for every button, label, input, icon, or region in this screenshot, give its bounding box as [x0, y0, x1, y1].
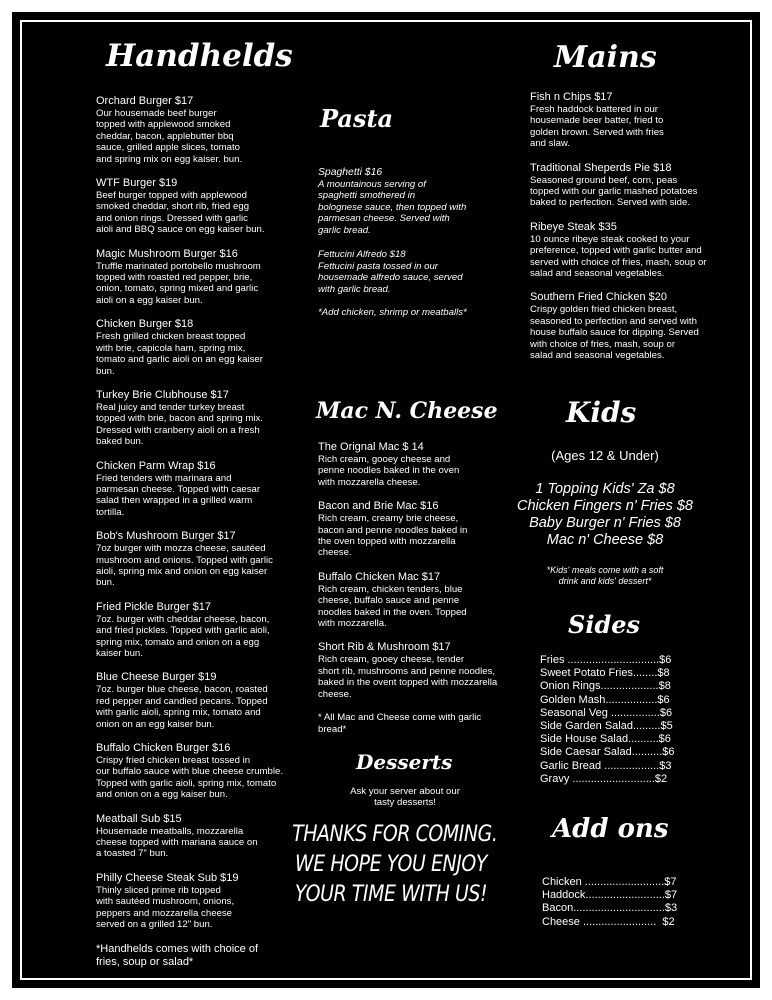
item-name: The Orignal Mac $ 14 [318, 441, 424, 453]
side-item: Seasonal Veg ................$6 [540, 706, 673, 719]
menu-item [96, 671, 296, 730]
menu-item [318, 248, 488, 295]
pasta-column [318, 166, 488, 319]
side-item: Sweet Potato Fries........$8 [540, 667, 670, 680]
item-desc: Crispy golden fried chicken breast, seasoned to perfection and served with house buffalo sauce for dipping. Served with choice of fries, mash, soup or salad and seasonal vegetables. [530, 304, 699, 362]
item-desc: Rich cream, gooey cheese and penne noodles baked in the oven with mozzarella cheese. [318, 454, 460, 488]
desserts-text: Ask your server about our tasty desserts! [350, 786, 460, 809]
item-desc: Fresh grilled chicken breast topped with brie, capicola ham, spring mix, tomato and garlic aioli on an egg kaiser bun. [96, 331, 263, 377]
side-item: Fries ..............................$6 [540, 654, 672, 666]
item-name: Spaghetti $16 [318, 167, 383, 178]
menu-item [318, 500, 518, 559]
pasta-note: *Add chicken, shrimp or meatballs* [318, 307, 467, 319]
item-desc: Rich cream, gooey cheese, tender short rib, mushrooms and penne noodles, baked in the ovent topped with mozzarella cheese. [318, 654, 498, 700]
thanks-line: YOUR TIME WITH US! [294, 882, 488, 907]
thanks-message [292, 820, 498, 910]
item-name: Bob's Mushroom Burger $17 [96, 530, 236, 543]
item-name: Traditional Sheperds Pie $18 [530, 161, 672, 174]
kids-item: Baby Burger n' Fries $8 [529, 515, 681, 531]
sides-list [540, 654, 700, 786]
side-item: Side Garden Salad.........$5 [540, 720, 673, 733]
item-name: Bacon and Brie Mac $16 [318, 500, 439, 513]
item-desc: Real juicy and tender turkey breast topped with brie, bacon and spring mix. Dressed with cranberry aioli on a fresh baked bun. [96, 401, 263, 448]
item-desc: Crispy fried chicken breast tossed in our buffalo sauce with blue cheese crumble. Topped with garlic aioli, spring mix, tomato and onion on a egg kaiser bun. [96, 755, 284, 801]
menu-item [318, 641, 518, 700]
item-desc: Our housemade beef burger topped with applewood smoked cheddar, bacon, applebutter bbq sauce, grilled apple slices, tomato and spring mix on egg kaiser. bun. [96, 108, 243, 165]
menu-item [96, 530, 296, 589]
item-name: Ribeye Steak $35 [530, 220, 617, 233]
item-name: Chicken Burger $18 [96, 318, 194, 331]
kids-heading: Kids [566, 396, 637, 429]
item-desc: Fried tenders with marinara and parmesan cheese. Topped with caesar salad then wrapped in a grilled warm tortilla. [96, 472, 261, 518]
item-desc: Seasoned ground beef, corn, peas topped with our garlic mashed potatoes baked to perfection. Served with side. [530, 174, 698, 209]
menu-item [530, 162, 730, 209]
addon-item: Cheese ........................ $2 [542, 915, 675, 928]
side-item: Onion Rings...................$8 [540, 680, 671, 693]
item-desc: Beef burger topped with applewood smoked cheddar, short rib, fried egg and onion rings. Dressed with garlic aioli and BBQ sauce on egg kaiser bun. [96, 190, 265, 236]
item-name: Turkey Brie Clubhouse $17 [96, 388, 229, 401]
item-name: Magic Mushroom Burger $16 [96, 247, 238, 260]
item-name: Short Rib & Mushroom $17 [318, 641, 451, 654]
item-desc: A mountainous serving of spaghetti smothered in bolognese sauce, then topped with parmesan cheese. Served with garlic bread. [318, 179, 467, 236]
mains-heading: Mains [554, 40, 657, 75]
side-item: Garlic Bread ..................$3 [540, 759, 672, 772]
item-desc: Truffle marinated portobello mushroom topped with roasted red pepper, brie, onion, tomato, spring mixed and garlic aioli on a egg kaiser bun. [96, 260, 261, 306]
item-name: Blue Cheese Burger $19 [96, 671, 217, 684]
menu-item [96, 742, 296, 801]
menu-item [96, 460, 296, 519]
item-desc: Fresh haddock battered in our housemade beer batter, fried to golden brown. Served with fries and slaw. [530, 104, 664, 150]
handhelds-note: *Handhelds comes with choice of fries, soup or salad* [96, 942, 259, 968]
side-item: Side Caesar Salad..........$6 [540, 746, 675, 759]
side-item: Golden Mash.................$6 [540, 693, 670, 706]
mac-note: * All Mac and Cheese come with garlic bread* [318, 712, 482, 735]
thanks-line: WE HOPE YOU ENJOY [295, 852, 487, 877]
addons-list [542, 876, 702, 929]
menu-item [96, 318, 296, 377]
item-name: Fettucini Alfredo $18 [318, 249, 406, 261]
kids-item: Chicken Fingers n' Fries $8 [516, 498, 694, 514]
menu-item [96, 601, 296, 660]
item-name: Buffalo Chicken Burger $16 [96, 742, 231, 755]
menu-item [318, 166, 488, 236]
item-name: Chicken Parm Wrap $16 [96, 459, 216, 472]
item-desc: Fettucini pasta tossed in our housemade alfredo sauce, served with garlic bread. [318, 261, 463, 295]
menu-item [530, 291, 730, 361]
handhelds-heading: Handhelds [106, 38, 293, 74]
handhelds-column [96, 95, 296, 969]
menu-item [96, 872, 296, 931]
item-desc: Thinly sliced prime rib topped with sautéed mushroom, onions, peppers and mozzarella cheese served on a grilled 12" bun. [96, 884, 235, 931]
addon-item: Bacon..............................$3 [542, 902, 678, 915]
mains-column [530, 91, 730, 374]
kids-item: Mac n' Cheese $8 [546, 532, 664, 548]
mac-column [318, 441, 518, 735]
pasta-heading: Pasta [320, 104, 394, 133]
menu-item [96, 177, 296, 236]
menu-item [530, 221, 730, 280]
item-desc: 10 ounce ribeye steak cooked to your preference, topped with garlic butter and served with choice of fries, mash, soup or salad and seasonal vegetables. [530, 233, 707, 280]
menu-item [96, 813, 296, 860]
item-desc: Housemade meatballs, mozzarella cheese topped with mariana sauce on a toasted 7" bun. [96, 825, 258, 860]
kids-item: 1 Topping Kids' Za $8 [535, 481, 675, 497]
item-desc: Rich cream, creamy brie cheese, bacon and penne noodles baked in the oven topped with mozzarella cheese. [318, 513, 468, 559]
addon-item: Chicken ..........................$7 [542, 876, 677, 888]
item-name: WTF Burger $19 [96, 177, 178, 190]
kids-column [510, 448, 700, 587]
item-name: Fish n Chips $17 [530, 91, 613, 103]
menu-item [318, 441, 518, 488]
mac-heading: Mac N. Cheese [316, 398, 498, 424]
menu-item [318, 571, 518, 630]
item-name: Fried Pickle Burger $17 [96, 600, 211, 613]
item-name: Buffalo Chicken Mac $17 [318, 570, 441, 583]
item-name: Philly Cheese Steak Sub $19 [96, 871, 239, 884]
menu-item [530, 91, 730, 150]
item-name: Meatball Sub $15 [96, 812, 182, 825]
item-name: Orchard Burger $17 [96, 95, 194, 107]
kids-subtitle: (Ages 12 & Under) [551, 448, 659, 463]
sides-heading: Sides [568, 610, 641, 639]
item-desc: Rich cream, chicken tenders, blue cheese, buffalo sauce and penne noodles baked in the oven. Topped with mozzarella. [318, 583, 467, 630]
menu-board [12, 12, 760, 988]
item-desc: 7oz burger with mozza cheese, sautéed mushroom and onions. Topped with garlic aioli, spring mix and onion on egg kaiser bun. [96, 543, 273, 589]
thanks-line: THANKS FOR COMING. [292, 822, 498, 847]
side-item: Gravy ...........................$2 [540, 772, 668, 785]
desserts-heading: Desserts [356, 750, 453, 774]
menu-item [96, 389, 296, 448]
kids-note: *Kids' meals come with a soft drink and kids' dessert* [546, 565, 664, 586]
item-desc: 7oz. burger with cheddar cheese, bacon, and fried pickles. Topped with garlic aioli, spring mix, tomato and onion on a egg kaiser bun. [96, 613, 270, 659]
item-name: Southern Fried Chicken $20 [530, 291, 667, 304]
addon-item: Haddock..........................$7 [542, 889, 678, 902]
side-item: Side House Salad..........$6 [540, 733, 671, 746]
item-desc: 7oz. burger blue cheese, bacon, roasted red pepper and candied pecans. Topped with garlic aioli, spring mix, tomato and onion on an egg kaiser bun. [96, 684, 268, 730]
menu-item [96, 248, 296, 307]
addons-heading: Add ons [552, 814, 669, 844]
menu-item [96, 95, 296, 165]
